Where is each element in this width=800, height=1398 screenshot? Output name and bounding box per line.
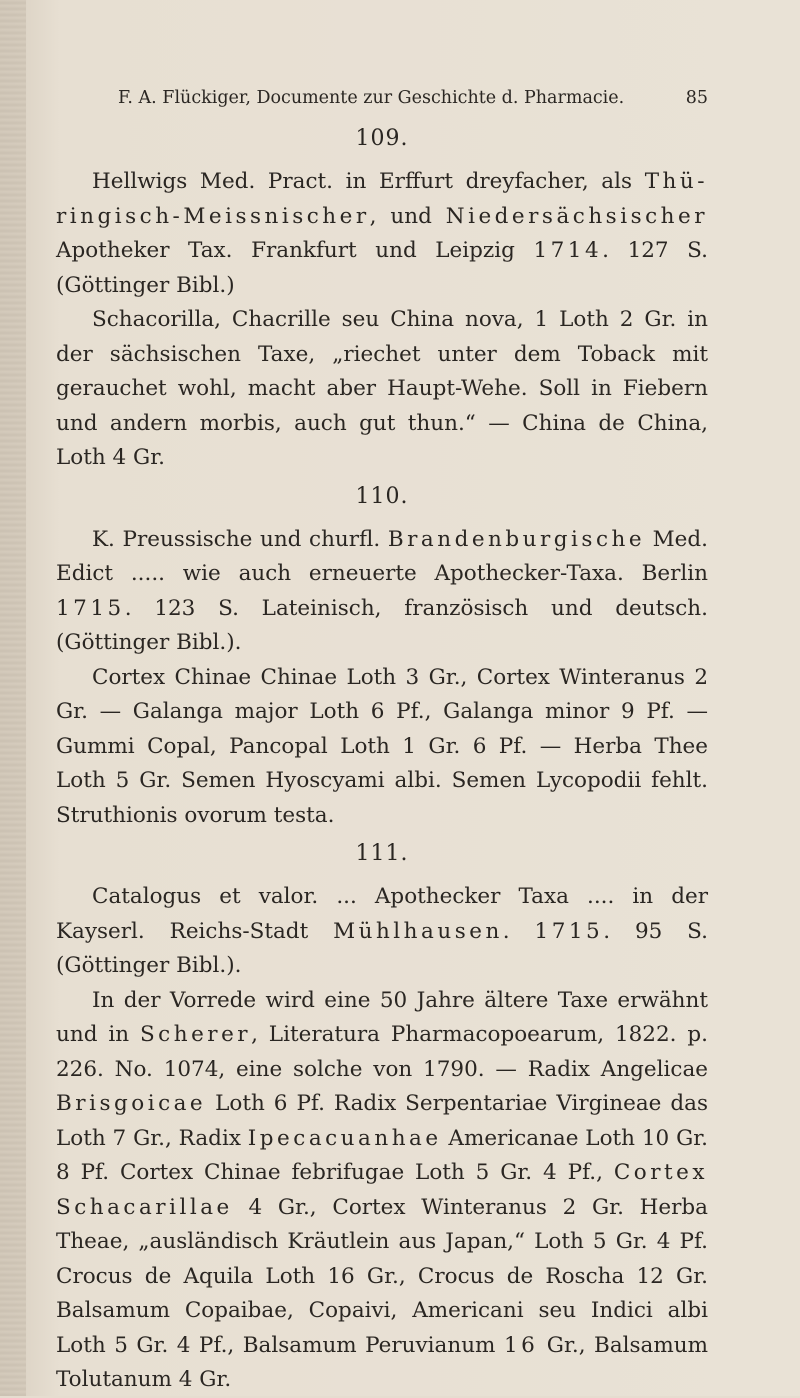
section-109-text: Schacorilla, Chacrille seu China nova, 1 Loth 2 Gr. in der sächsischen Taxe, „riechet unter dem Toback mit gerauchet wohl, macht aber Haupt-Wehe. Soll in Fiebern und andern morbis, auch gut thun.“ — China de China, Loth 4 Gr. — [56, 307, 708, 470]
section-110-text: Cortex Chinae Chinae Loth 3 Gr., Cortex Winteranus 2 Gr. — Galanga major Loth 6 Pf., Galanga minor 9 Pf. — Gummi Copal, Pancopal Loth 1 Gr. 6 Pf. — Herba Thee Loth 5 Gr. Semen Hyoscyami albi. Semen Lycopodii fehlt. Struthionis ovorum testa. — [56, 664, 708, 828]
page-content — [56, 88, 708, 1398]
running-head-title: F. A. Flückiger, Documente zur Geschichte d. Pharmacie. — [118, 88, 625, 108]
section-110-entry: K. Preussische und churfl. Brandenburgische Med. Edict ..... wie auch erneuerte Apothecker-Taxa. Berlin 1715. 123 S. Lateinisch, französisch und deutsch. (Göttinger Bibl.). — [56, 526, 709, 655]
section-109-entry: Hellwigs Med. Pract. in Erffurt dreyfacher, als Thü-ringisch-Meissnischer, und Niedersächsischer Apotheker Tax. Frankfurt und Leipzig 1714. 127 S. (Göttinger Bibl.) — [56, 169, 708, 298]
section-111-entry: Catalogus et valor. ... Apothecker Taxa .... in der Kayserl. Reichs-Stadt Mühlhausen. 1715. 95 S. (Göttinger Bibl.). — [56, 884, 708, 978]
page-number: 85 — [685, 88, 708, 108]
section-number-109: 109. — [355, 126, 409, 151]
running-head — [118, 88, 708, 108]
section-number-110: 110. — [355, 483, 409, 509]
section-number-111: 111. — [355, 841, 409, 866]
page-binding-edge — [0, 0, 26, 1396]
section-111-text: In der Vorrede wird eine 50 Jahre ältere Taxe erwähnt und in Scherer, Literatura Pharmacopoearum, 1822. p. 226. No. 1074, eine solche von 1790. — Radix Angelicae Brisgoicae Loth 6 Pf. Radix Serpentariae Virgineae das Loth 7 Gr., Radix Ipecacuanhae Americanae Loth 10 Gr. 8 Pf. Cortex Chinae febrifugae Loth 5 Gr. 4 Pf., Cortex Schacarillae 4 Gr., Cortex Winteranus 2 Gr. Herba Theae, „ausländisch Kräutlein aus Japan,“ Loth 5 Gr. 4 Pf. Crocus de Aquila Loth 16 Gr., Crocus de Roscha 12 Gr. Balsamum Copaibae, Copaivi, Americani seu Indici albi Loth 5 Gr. 4 Pf., Balsamum Peruvianum 16 Gr., Balsamum Tolutanum 4 Gr. — [56, 987, 708, 1392]
